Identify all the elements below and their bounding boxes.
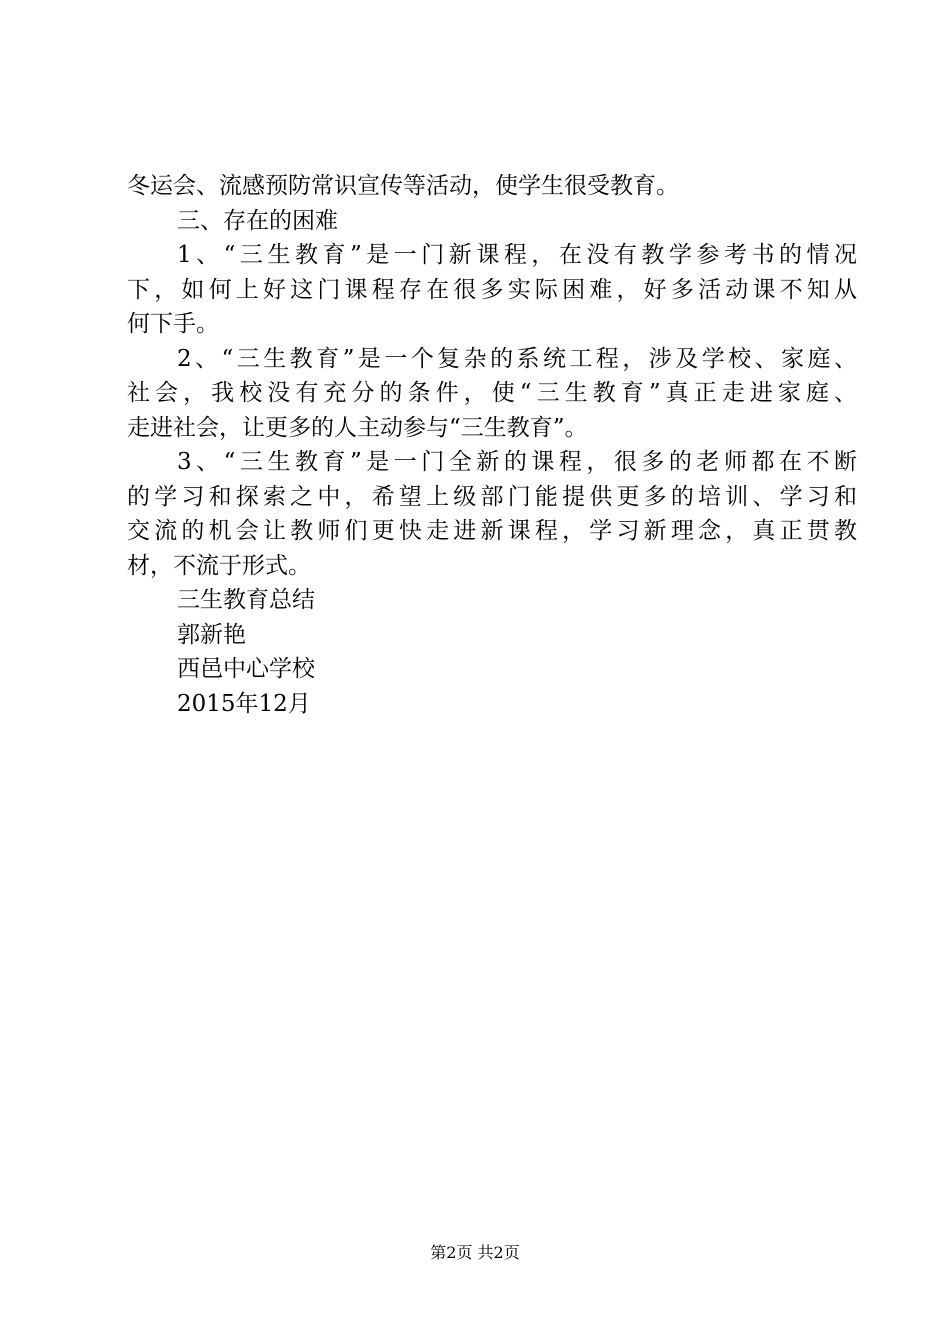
signature-title: 三生教育总结	[177, 587, 315, 613]
item-2-line-3: 走进社会，让更多的人主动参与“三生教育”。	[127, 414, 588, 441]
item-3-line-4: 材，不流于形式。	[127, 552, 311, 579]
section-heading: 三、存在的困难	[177, 207, 338, 234]
item-1-line-3: 何下手。	[127, 311, 219, 337]
item-3-line-2: 的学习和探索之中，希望上级部门能提供更多的培训、学习和	[127, 483, 857, 510]
item-1-line-1: 1、“三生教育”是一门新课程，在没有教学参考书的情况	[177, 242, 857, 268]
page-footer: 第2页 共2页	[430, 1243, 520, 1262]
signature-date: 2015年12月	[177, 690, 311, 717]
paragraph-line: 冬运会、流感预防常识宣传等活动，使学生很受教育。	[127, 173, 679, 199]
item-3-line-3: 交流的机会让教师们更快走进新课程，学习新理念，真正贯教	[127, 518, 857, 544]
item-1-line-2: 下，如何上好这门课程存在很多实际困难，好多活动课不知从	[127, 276, 857, 303]
item-3-line-1: 3、“三生教育”是一门全新的课程，很多的老师都在不断	[177, 449, 857, 475]
item-2-line-2: 社会，我校没有充分的条件，使“三生教育”真正走进家庭、	[127, 380, 857, 406]
item-2-line-1: 2、“三生教育”是一个复杂的系统工程，涉及学校、家庭、	[177, 345, 857, 372]
signature-author: 郭新艳	[177, 621, 246, 648]
signature-school: 西邑中心学校	[177, 656, 315, 682]
document-body	[127, 169, 857, 721]
